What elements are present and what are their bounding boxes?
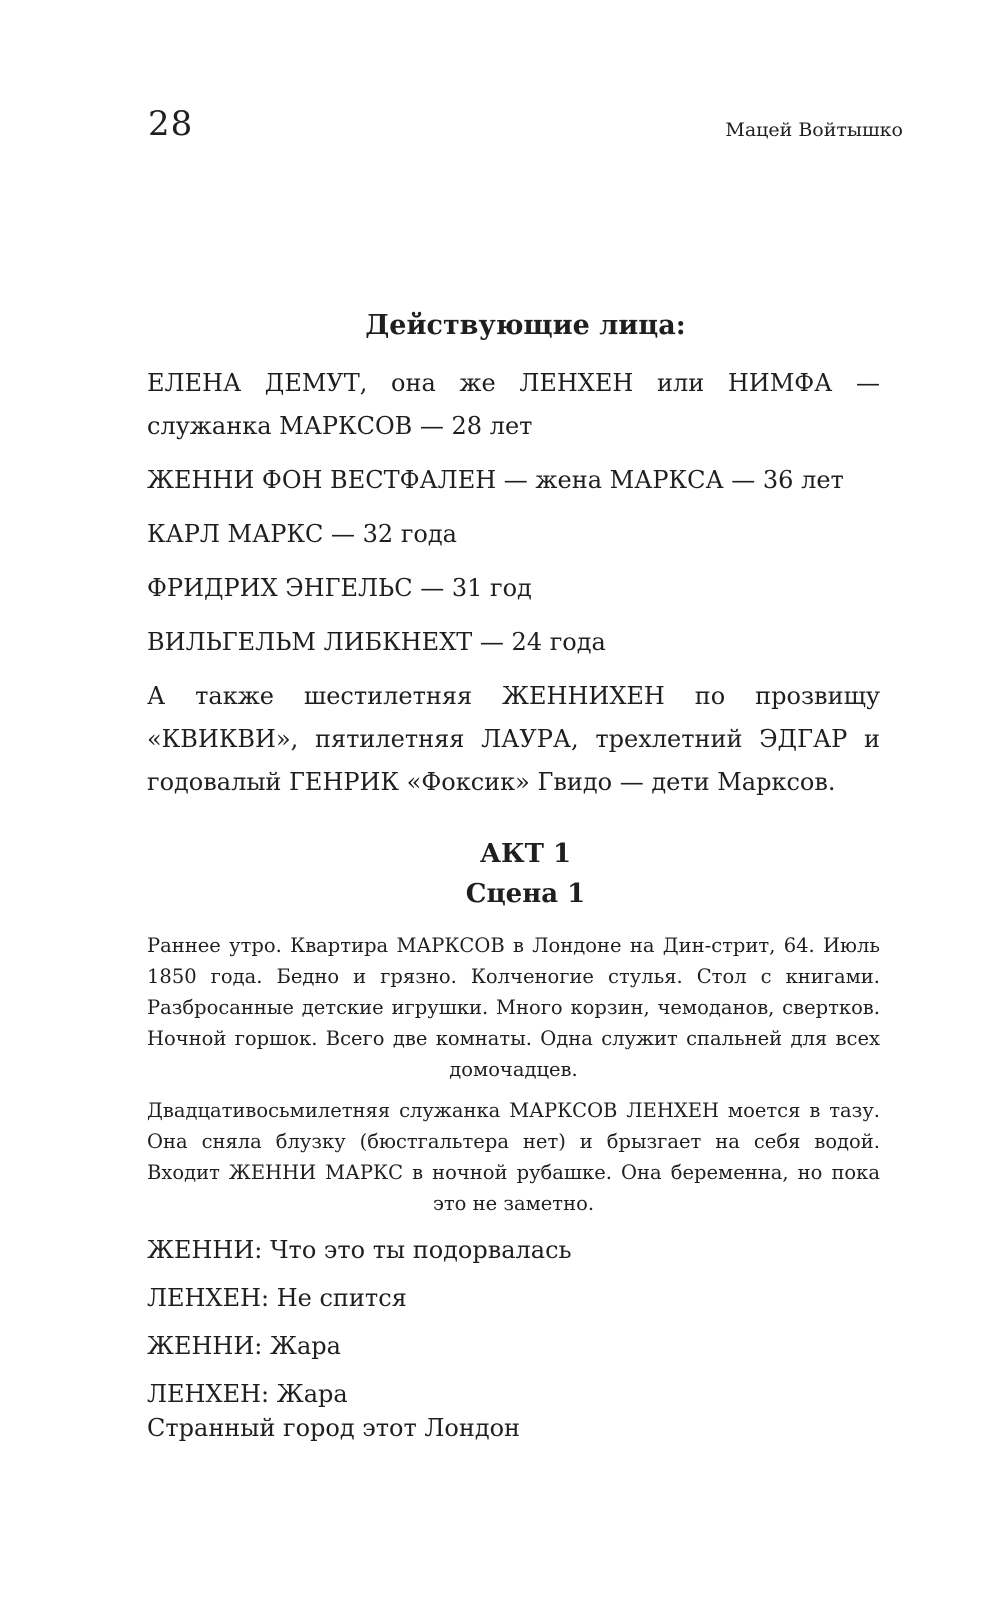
cast-item: ВИЛЬГЕЛЬМ ЛИБКНЕХТ — 24 года — [147, 628, 606, 656]
act-title: АКТ 1 — [479, 839, 572, 869]
page-body — [147, 308, 880, 1448]
dialogue-line: ЖЕННИ: Жара — [147, 1332, 341, 1360]
page-number: 28 — [148, 104, 194, 144]
running-head: Мацей Войтышко — [725, 119, 903, 141]
dialogue-continuation: Странный город этот Лондон — [147, 1414, 521, 1442]
dialogue-line: ЖЕННИ: Что это ты подорвалась — [147, 1236, 572, 1264]
scene-title: Сцена 1 — [465, 879, 586, 909]
cast-title: Действующие лица: — [365, 310, 686, 341]
cast-item: ЕЛЕНА ДЕМУТ, она же ЛЕНХЕН или НИМФА — служанка МАРКСОВ — 28 лет — [147, 369, 880, 440]
dialogue-line: ЛЕНХЕН: Не спится — [147, 1284, 407, 1312]
cast-item: КАРЛ МАРКС — 32 года — [147, 520, 457, 548]
dialogue-line: ЛЕНХЕН: Жара — [147, 1380, 348, 1408]
stage-direction: Раннее утро. Квартира МАРКСОВ в Лондоне на Дин-стрит, 64. Июль 1850 года. Бедно и грязно. Колченогие стулья. Стол с книгами. Разбросанные детские игрушки. Много корзин, чемоданов, свертков. Ночной горшок. Всего две комнаты. Одна служит спальней для всех домочадцев. — [147, 934, 880, 1081]
cast-note: А также шестилетняя ЖЕННИХЕН по прозвищу «КВИКВИ», пятилетняя ЛАУРА, трехлетний ЭДГАР и годовалый ГЕНРИК «Фоксик» Гвидо — дети Марксов. — [147, 682, 880, 796]
cast-item: ЖЕННИ ФОН ВЕСТФАЛЕН — жена МАРКСА — 36 лет — [147, 466, 844, 494]
stage-direction: Двадцативосьмилетняя служанка МАРКСОВ ЛЕНХЕН моется в тазу. Она сняла блузку (бюстгальтера нет) и брызгает на себя водой. Входит ЖЕННИ МАРКС в ночной рубашке. Она беременна, но пока это не заметно. — [147, 1099, 880, 1215]
cast-item: ФРИДРИХ ЭНГЕЛЬС — 31 год — [147, 574, 532, 602]
